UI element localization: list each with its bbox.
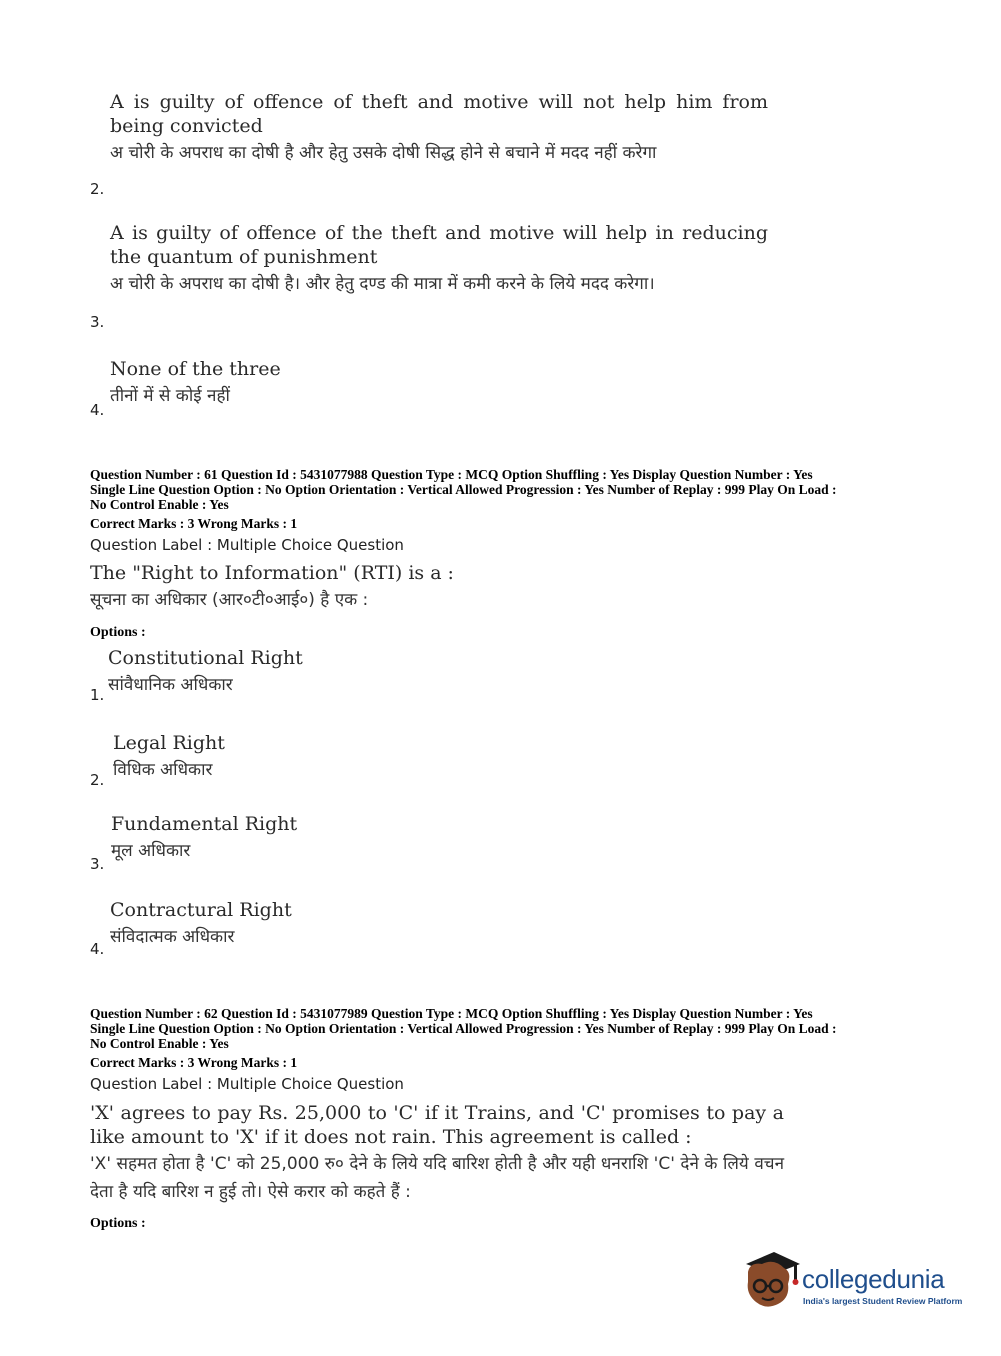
q61-marks: Correct Marks : 3 Wrong Marks : 1	[90, 516, 298, 531]
q61-option-1-number: 1.	[90, 686, 105, 704]
prev-option-2-hindi: अ चोरी के अपराध का दोषी है और हेतु उसके दोषी सिद्ध होने से बचाने में मदद नहीं करेगा	[110, 143, 657, 163]
q61-option-1-hindi: सांवैधानिक अधिकार	[108, 675, 233, 695]
q61-meta-line-2: Single Line Question Option : No Option Orientation : Vertical Allowed Progression : Yes Number of Replay : 999 Play On Load :	[90, 482, 837, 497]
q62-question-text-hindi: 'X' सहमत होता है 'C' को 25,000 रु० देने के लिये यदि बारिश होती है और यही धनराशि 'C' देने के लिये वचन देता है यदि बारिश न हुई तो। ऐसे करार को कहते हैं :	[90, 1154, 784, 1202]
q61-option-1-english: Constitutional Right	[108, 647, 303, 669]
q61-option-3-number: 3.	[90, 855, 105, 873]
prev-option-3-number: 3.	[90, 313, 105, 331]
prev-option-3-hindi: अ चोरी के अपराध का दोषी है। और हेतु दण्ड की मात्रा में कमी करने के लिये मदद करेगा।	[110, 274, 655, 294]
q61-option-3-hindi: मूल अधिकार	[111, 841, 191, 861]
q61-option-2-english: Legal Right	[113, 732, 225, 754]
q61-meta-line-1: Question Number : 61 Question Id : 5431077988 Question Type : MCQ Option Shuffling : Yes Display Question Number : Yes	[90, 467, 813, 482]
q61-question-text-english: The "Right to Information" (RTI) is a :	[90, 562, 454, 584]
q61-option-3-english: Fundamental Right	[111, 813, 298, 835]
q61-option-4-hindi: संविदात्मक अधिकार	[110, 927, 235, 947]
q62-meta-line-2: Single Line Question Option : No Option Orientation : Vertical Allowed Progression : Yes Number of Replay : 999 Play On Load :	[90, 1021, 837, 1036]
logo-name: collegedunia	[802, 1264, 945, 1294]
prev-option-4-english: None of the three	[110, 358, 281, 380]
q62-question-text-english: 'X' agrees to pay Rs. 25,000 to 'C' if it Trains, and 'C' promises to pay a like amount to 'X' if it does not rain. This agreement is called :	[90, 1102, 784, 1148]
prev-option-2-english: A is guilty of offence of theft and motive will not help him from being convicted	[110, 91, 768, 137]
q61-meta-line-3: No Control Enable : Yes	[90, 497, 229, 512]
prev-option-2-number: 2.	[90, 180, 105, 198]
q61-option-4-english: Contractural Right	[110, 899, 292, 921]
q61-question-label: Question Label : Multiple Choice Question	[90, 536, 404, 554]
graduate-mascot-icon	[740, 1250, 802, 1312]
collegedunia-logo	[740, 1250, 972, 1316]
prev-option-4-hindi: तीनों में से कोई नहीं	[110, 386, 230, 406]
q61-option-4-number: 4.	[90, 940, 105, 958]
q61-option-2-number: 2.	[90, 771, 105, 789]
logo-tagline: India's largest Student Review Platform	[803, 1296, 963, 1306]
q62-question-label: Question Label : Multiple Choice Question	[90, 1075, 404, 1093]
q61-options-label: Options :	[90, 625, 146, 640]
q62-meta-line-1: Question Number : 62 Question Id : 5431077989 Question Type : MCQ Option Shuffling : Yes Display Question Number : Yes	[90, 1006, 813, 1021]
q61-question-text-hindi: सूचना का अधिकार (आर०टी०आई०) है एक :	[90, 590, 369, 610]
prev-option-4-number: 4.	[90, 401, 105, 419]
prev-option-3-english: A is guilty of offence of the theft and motive will help in reducing the quantum of punishment	[110, 222, 768, 268]
q62-meta-line-3: No Control Enable : Yes	[90, 1036, 229, 1051]
q61-option-2-hindi: विधिक अधिकार	[113, 760, 213, 780]
q62-marks: Correct Marks : 3 Wrong Marks : 1	[90, 1055, 298, 1070]
q62-options-label: Options :	[90, 1216, 146, 1231]
